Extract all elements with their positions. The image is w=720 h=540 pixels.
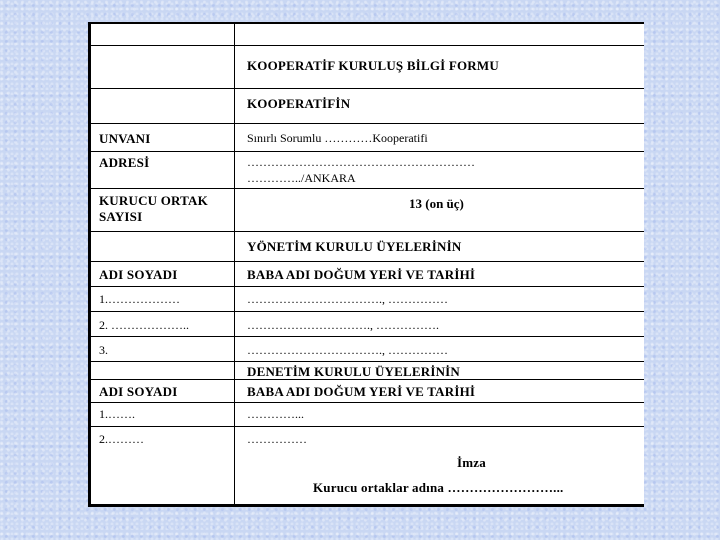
unvan-label: UNVANI — [99, 131, 151, 146]
ortak-label-line-1: KURUCU ORTAK — [99, 193, 208, 208]
audit-member-name: 2.……… — [99, 432, 144, 446]
board-header: YÖNETİM KURULU ÜYELERİNİN — [247, 239, 462, 254]
board-member-row-3 — [91, 337, 644, 362]
board-member-info: …………………………., ……………. — [247, 318, 439, 332]
board-member-name: 1.……………… — [99, 292, 180, 306]
board-member-row-1 — [91, 287, 644, 312]
ortak-label-line-2: SAYISI — [99, 209, 143, 224]
audit-member-row-1 — [91, 403, 644, 427]
board-member-name: 3. — [99, 343, 108, 357]
board-member-info: ……………………………., …………… — [247, 343, 448, 357]
form-top-row — [91, 24, 644, 46]
adres-line-2: …………../ANKARA — [247, 171, 356, 185]
audit-member-name: 1.……. — [99, 407, 135, 421]
adres-label: ADRESİ — [99, 155, 150, 170]
board-member-info: ……………………………., …………… — [247, 292, 448, 306]
board-header-row — [91, 232, 644, 262]
audit-member-info: …………… — [247, 432, 307, 446]
audit-member-row-2 — [91, 427, 644, 506]
board-member-row-2 — [91, 312, 644, 337]
adres-line-1: ………………………………………………… — [247, 155, 475, 169]
unvan-value: Sınırlı Sorumlu …………Kooperatifi — [247, 131, 428, 145]
unvan-row — [91, 124, 644, 152]
ortak-value: 13 (on üç) — [409, 196, 464, 211]
audit-member-info: …………... — [247, 407, 304, 421]
board-name-column: ADI SOYADI — [99, 267, 178, 282]
form-title: KOOPERATİF KURULUŞ BİLGİ FORMU — [247, 58, 499, 73]
audit-columns-row — [91, 380, 644, 403]
cooperative-section-label: KOOPERATİFİN — [247, 96, 351, 111]
signature-line: Kurucu ortaklar adına ……………………... — [313, 480, 564, 495]
audit-header: DENETİM KURULU ÜYELERİNİN — [247, 364, 461, 379]
cooperative-section-row — [91, 89, 644, 124]
board-info-column: BABA ADI DOĞUM YERİ VE TARİHİ — [247, 267, 476, 282]
audit-info-column: BABA ADI DOĞUM YERİ VE TARİHİ — [247, 384, 476, 399]
audit-name-column: ADI SOYADI — [99, 384, 178, 399]
board-columns-row — [91, 262, 644, 287]
ortak-row — [91, 189, 644, 232]
form-title-row — [91, 46, 644, 89]
audit-header-row — [91, 362, 644, 380]
adres-row — [91, 152, 644, 189]
board-member-name: 2. ……………….. — [99, 318, 189, 332]
signature-label: İmza — [457, 455, 486, 470]
cooperative-form — [88, 22, 644, 507]
